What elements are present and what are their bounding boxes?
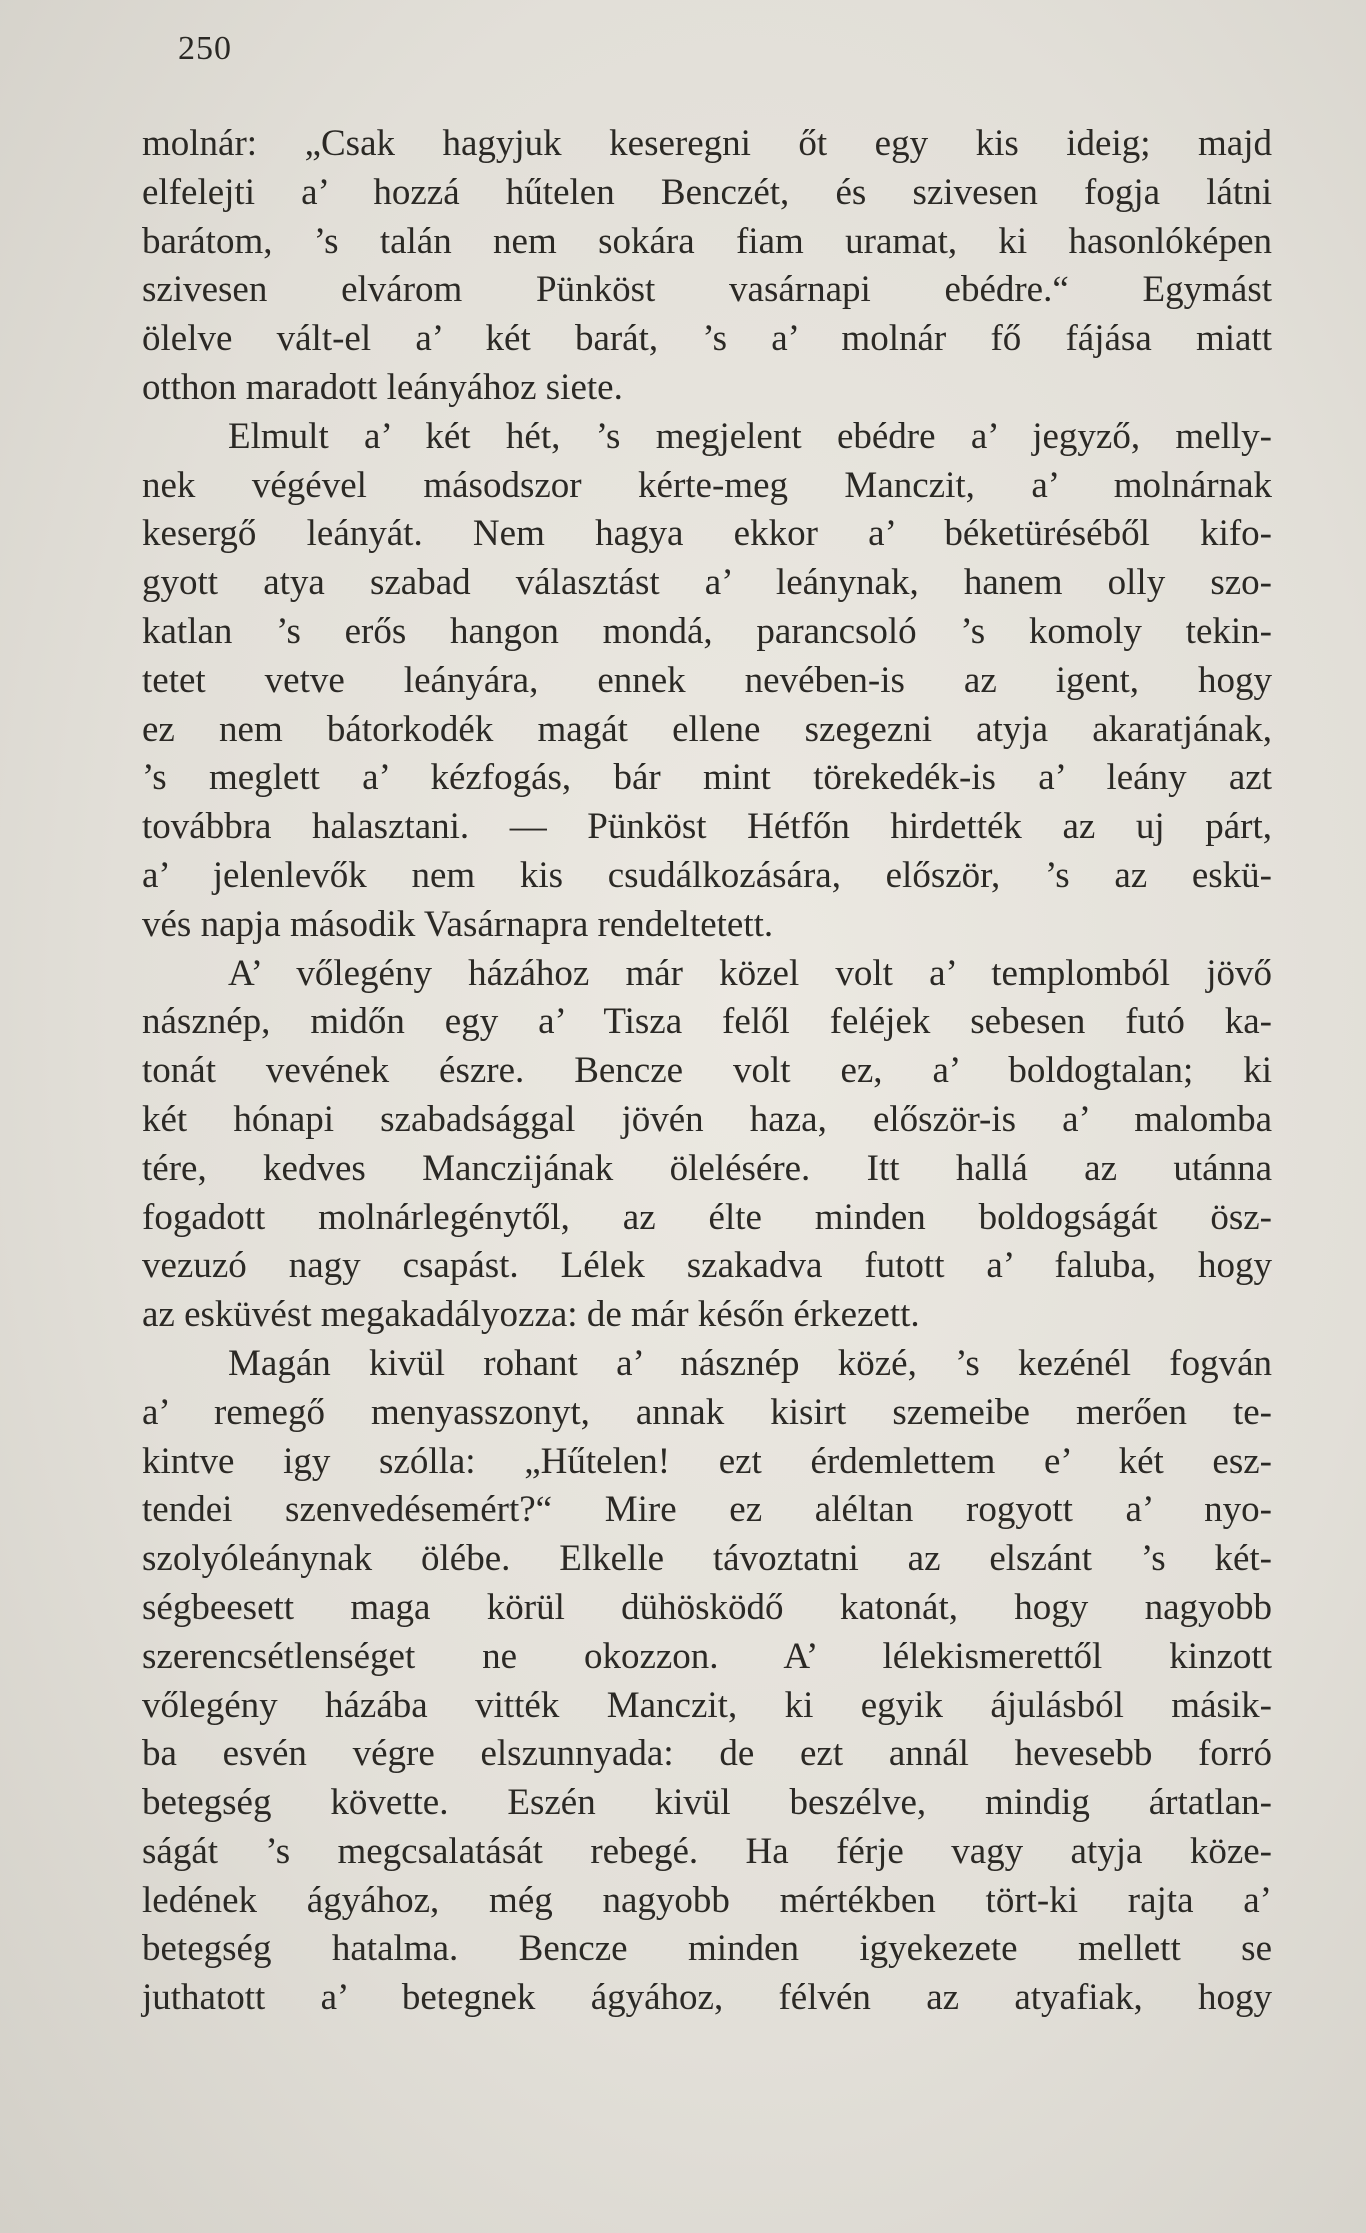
text-line: a’ remegő menyasszonyt, annak kisirt szemeibe merően te- (142, 1391, 1272, 1433)
text-line: továbbra halasztani. — Pünköst Hétfőn hirdették az uj párt, (142, 806, 1272, 848)
text-line: ölelve vált-el a’ két barát, ’s a’ molnár fő fájása miatt (142, 318, 1272, 360)
text-line: fogadott molnárlegénytől, az élte minden boldogságát ösz- (142, 1196, 1272, 1238)
text-line: vés napja második Vasárnapra rendeltetett. (142, 903, 774, 945)
text-line: szivesen elvárom Pünköst vasárnapi ebédre.“ Egymást (142, 269, 1272, 311)
text-line: ’s meglett a’ kézfogás, bár mint törekedék-is a’ leány azt (142, 757, 1272, 799)
text-line: otthon maradott leányához siete. (142, 366, 623, 408)
text-line: tére, kedves Manczijának ölelésére. Itt hallá az utánna (142, 1147, 1272, 1189)
text-line: szerencsétlenséget ne okozzon. A’ lélekismerettől kinzott (142, 1635, 1272, 1677)
text-line: kintve igy szólla: „Hűtelen! ezt érdemlettem e’ két esz- (142, 1440, 1272, 1482)
text-line: ségbeesett maga körül dühösködő katonát, hogy nagyobb (142, 1586, 1272, 1628)
text-line: ez nem bátorkodék magát ellene szegezni atyja akaratjának, (142, 708, 1272, 750)
page-number: 250 (178, 30, 232, 67)
text-line: betegség hatalma. Bencze minden igyekezete mellett se (142, 1928, 1272, 1970)
text-line: két hónapi szabadsággal jövén haza, először-is a’ malomba (142, 1098, 1272, 1140)
text-line: betegség követte. Eszén kivül beszélve, mindig ártatlan- (142, 1782, 1272, 1824)
text-line: tetet vetve leányára, ennek nevében-is az igent, hogy (142, 659, 1272, 701)
text-line: Magán kivül rohant a’ násznép közé, ’s kezénél fogván (228, 1342, 1272, 1384)
text-line: tonát vevének észre. Bencze volt ez, a’ boldogtalan; ki (142, 1050, 1272, 1092)
text-line: molnár: „Csak hagyjuk keseregni őt egy kis ideig; majd (142, 123, 1272, 164)
text-line: tendei szenvedésemért?“ Mire ez aléltan rogyott a’ nyo- (142, 1489, 1272, 1531)
text-line: násznép, midőn egy a’ Tisza felől feléjek sebesen futó ka- (142, 1001, 1272, 1043)
text-line: az esküvést megakadályozza: de már későn érkezett. (142, 1294, 920, 1336)
text-line: ba esvén végre elszunnyada: de ezt annál hevesebb forró (142, 1733, 1272, 1775)
text-line: barátom, ’s talán nem sokára fiam uramat, ki hasonlóképen (142, 220, 1272, 262)
text-line: vezuzó nagy csapást. Lélek szakadva futott a’ faluba, hogy (142, 1245, 1272, 1287)
text-line: juthatott a’ betegnek ágyához, félvén az atyafiak, hogy (142, 1977, 1272, 2019)
text-line: elfelejti a’ hozzá hűtelen Benczét, és szivesen fogja látni (142, 171, 1272, 213)
text-line: A’ vőlegény házához már közel volt a’ templomból jövő (228, 952, 1272, 994)
text-line: katlan ’s erős hangon mondá, parancsoló ’s komoly tekin- (142, 610, 1272, 652)
text-line: a’ jelenlevők nem kis csudálkozására, először, ’s az eskü- (142, 854, 1272, 896)
text-line: szolyóleánynak ölébe. Elkelle távoztatni az elszánt ’s két- (142, 1538, 1272, 1580)
text-line: vőlegény házába vitték Manczit, ki egyik ájulásból másik- (142, 1684, 1272, 1726)
text-line: nek végével másodszor kérte-meg Manczit, a’ molnárnak (142, 464, 1272, 506)
body-text (142, 120, 1272, 2023)
text-line: Elmult a’ két hét, ’s megjelent ebédre a’ jegyző, melly- (228, 415, 1272, 457)
text-line: ledének ágyához, még nagyobb mértékben tört-ki rajta a’ (142, 1879, 1272, 1921)
text-line: gyott atya szabad választást a’ leánynak, hanem olly szo- (142, 562, 1272, 604)
text-line: kesergő leányát. Nem hagya ekkor a’ béketüréséből kifo- (142, 513, 1272, 555)
text-line: ságát ’s megcsalatását rebegé. Ha férje vagy atyja köze- (142, 1830, 1272, 1872)
